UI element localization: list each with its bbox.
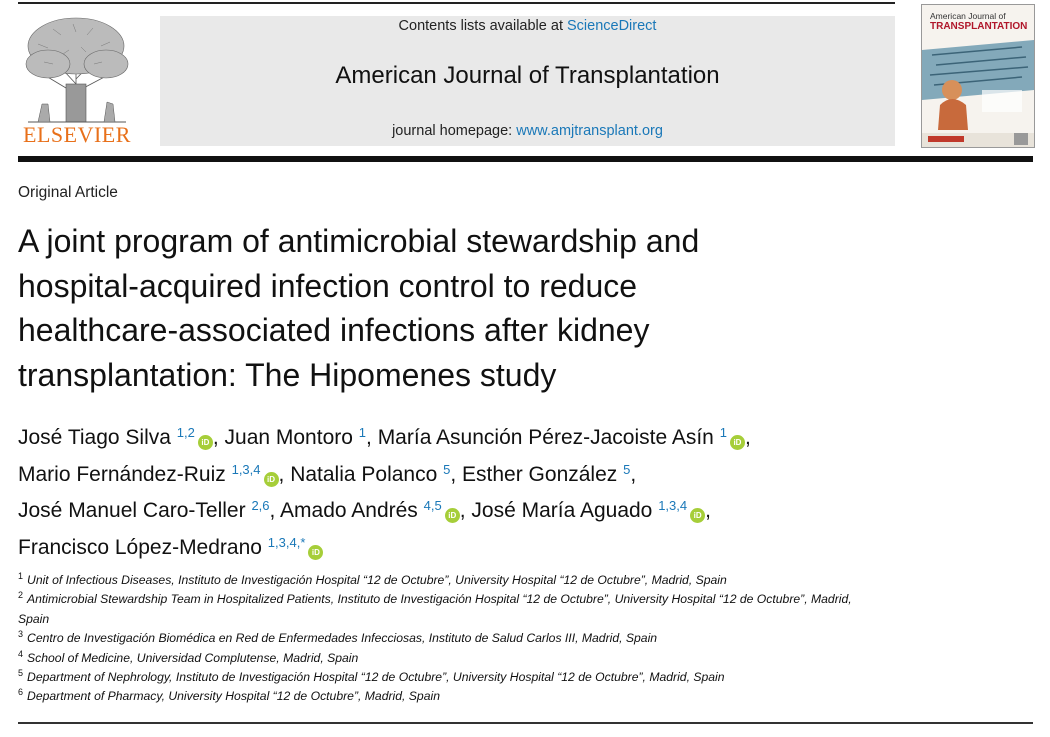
- author[interactable]: [462, 463, 636, 486]
- author-name: José María Aguado: [471, 499, 653, 522]
- affiliation: [18, 649, 878, 668]
- orcid-icon[interactable]: iD: [730, 435, 745, 450]
- author-affiliation-sup[interactable]: 4,5: [423, 498, 442, 513]
- affiliation: [18, 571, 878, 590]
- author[interactable]: [18, 499, 280, 522]
- author-name: María Asunción Pérez-Jacoiste Asín: [377, 426, 714, 449]
- author-separator: ,: [269, 499, 281, 522]
- author[interactable]: [18, 426, 225, 449]
- sciencedirect-link[interactable]: ScienceDirect: [567, 18, 657, 34]
- author[interactable]: [18, 463, 290, 486]
- author[interactable]: [290, 463, 462, 486]
- homepage-line: [160, 123, 895, 139]
- homepage-prefix: journal homepage:: [392, 123, 517, 139]
- affiliation: [18, 629, 878, 648]
- affiliation-number: 6: [18, 687, 24, 698]
- author[interactable]: [280, 499, 471, 522]
- affiliation-number: 1: [18, 571, 24, 581]
- affiliations-list: [18, 571, 878, 707]
- header-top-rule: [18, 2, 895, 4]
- title-line: healthcare-associated infections after kidney: [18, 312, 650, 348]
- journal-title: American Journal of Transplantation: [335, 62, 720, 89]
- author-affiliation-sup[interactable]: 1: [358, 425, 367, 440]
- affiliation-text: Department of Pharmacy, University Hospital “12 de Octubre”, Madrid, Spain: [27, 689, 440, 704]
- author-affiliation-sup[interactable]: 1,2: [176, 425, 195, 440]
- elsevier-logo[interactable]: [18, 14, 136, 148]
- author-name: Mario Fernández-Ruiz: [18, 462, 226, 486]
- orcid-icon[interactable]: iD: [198, 435, 213, 450]
- author-separator: ,: [212, 426, 225, 449]
- affiliation-text: Unit of Infectious Diseases, Instituto de Investigación Hospital “12 de Octubre”, University Hospital “12 de Octubre”, Madrid, Spain: [27, 573, 727, 587]
- affiliation-text: Antimicrobial Stewardship Team in Hospitalized Patients, Instituto de Investigación Hospital “12 de Octubre”, University Hospital “12 de Octubre”, Madrid, Spain: [18, 592, 852, 626]
- author[interactable]: [18, 536, 323, 559]
- affiliation-number: 3: [18, 629, 24, 640]
- author-name: Esther González: [462, 462, 618, 486]
- author-affiliation-sup[interactable]: 1,3,4,*: [267, 534, 306, 550]
- author-separator: ,: [450, 462, 463, 486]
- article-type: Original Article: [18, 184, 118, 201]
- bottom-rule: [18, 722, 1033, 724]
- affiliation-text: School of Medicine, Universidad Complutense, Madrid, Spain: [27, 650, 359, 665]
- author-affiliation-sup[interactable]: 5: [443, 461, 451, 477]
- affiliation-number: 4: [18, 648, 24, 659]
- author-affiliation-sup[interactable]: 1,3,4: [658, 498, 688, 513]
- title-line: hospital-acquired infection control to reduce: [18, 267, 638, 304]
- author-name: José Manuel Caro-Teller: [18, 499, 246, 522]
- title-line: A joint program of antimicrobial stewardship and: [18, 223, 700, 259]
- publisher-name: ELSEVIER: [23, 122, 131, 147]
- author-name: Juan Montoro: [224, 426, 353, 449]
- affiliation-number: 5: [18, 668, 24, 679]
- author-affiliation-sup[interactable]: 1,3,4: [231, 461, 261, 477]
- journal-banner: [160, 16, 895, 146]
- cover-title-line2: TRANSPLANTATION: [930, 21, 1028, 32]
- author-separator: ,: [630, 462, 637, 486]
- title-line: transplantation: The Hipomenes study: [18, 356, 557, 393]
- affiliation-text: Centro de Investigación Biomédica en Red de Enfermedades Infecciosas, Instituto de Salud Carlos III, Madrid, Spain: [27, 631, 658, 646]
- tree-icon: [18, 14, 136, 124]
- affiliation: [18, 668, 878, 687]
- author[interactable]: [471, 499, 711, 522]
- author[interactable]: [225, 426, 378, 449]
- author-name: Francisco López-Medrano: [18, 535, 262, 559]
- cover-illustration: [922, 5, 1034, 147]
- homepage-link[interactable]: www.amjtransplant.org: [516, 123, 663, 139]
- contents-line: [160, 18, 895, 34]
- affiliation: [18, 687, 878, 706]
- header-divider: [18, 156, 1033, 162]
- author-separator: ,: [705, 499, 711, 522]
- author-separator: ,: [278, 462, 291, 486]
- author-affiliation-sup[interactable]: 5: [623, 461, 631, 477]
- author[interactable]: [378, 426, 751, 449]
- contents-prefix: Contents lists available at: [398, 18, 567, 34]
- cover-title-line1: American Journal of: [930, 11, 1006, 21]
- author-separator: ,: [459, 499, 472, 522]
- author-affiliation-sup[interactable]: 2,6: [251, 498, 270, 513]
- orcid-icon[interactable]: iD: [445, 508, 460, 523]
- orcid-icon[interactable]: iD: [690, 508, 705, 523]
- journal-cover[interactable]: [921, 4, 1035, 148]
- author-affiliation-sup[interactable]: 1: [719, 425, 727, 440]
- author-name: Natalia Polanco: [290, 462, 438, 486]
- orcid-icon[interactable]: iD: [308, 545, 323, 560]
- author-list: [18, 420, 1018, 566]
- affiliation-number: 2: [18, 590, 24, 601]
- author-separator: ,: [744, 426, 751, 449]
- author-separator: ,: [366, 426, 378, 449]
- affiliation: [18, 590, 878, 629]
- author-name: Amado Andrés: [280, 499, 418, 522]
- affiliation-text: Department of Nephrology, Instituto de Investigación Hospital “12 de Octubre”, University Hospital “12 de Octubre”, Madrid, Spain: [27, 670, 725, 685]
- article-title: [18, 219, 918, 397]
- orcid-icon[interactable]: iD: [264, 472, 279, 487]
- author-name: José Tiago Silva: [18, 426, 171, 449]
